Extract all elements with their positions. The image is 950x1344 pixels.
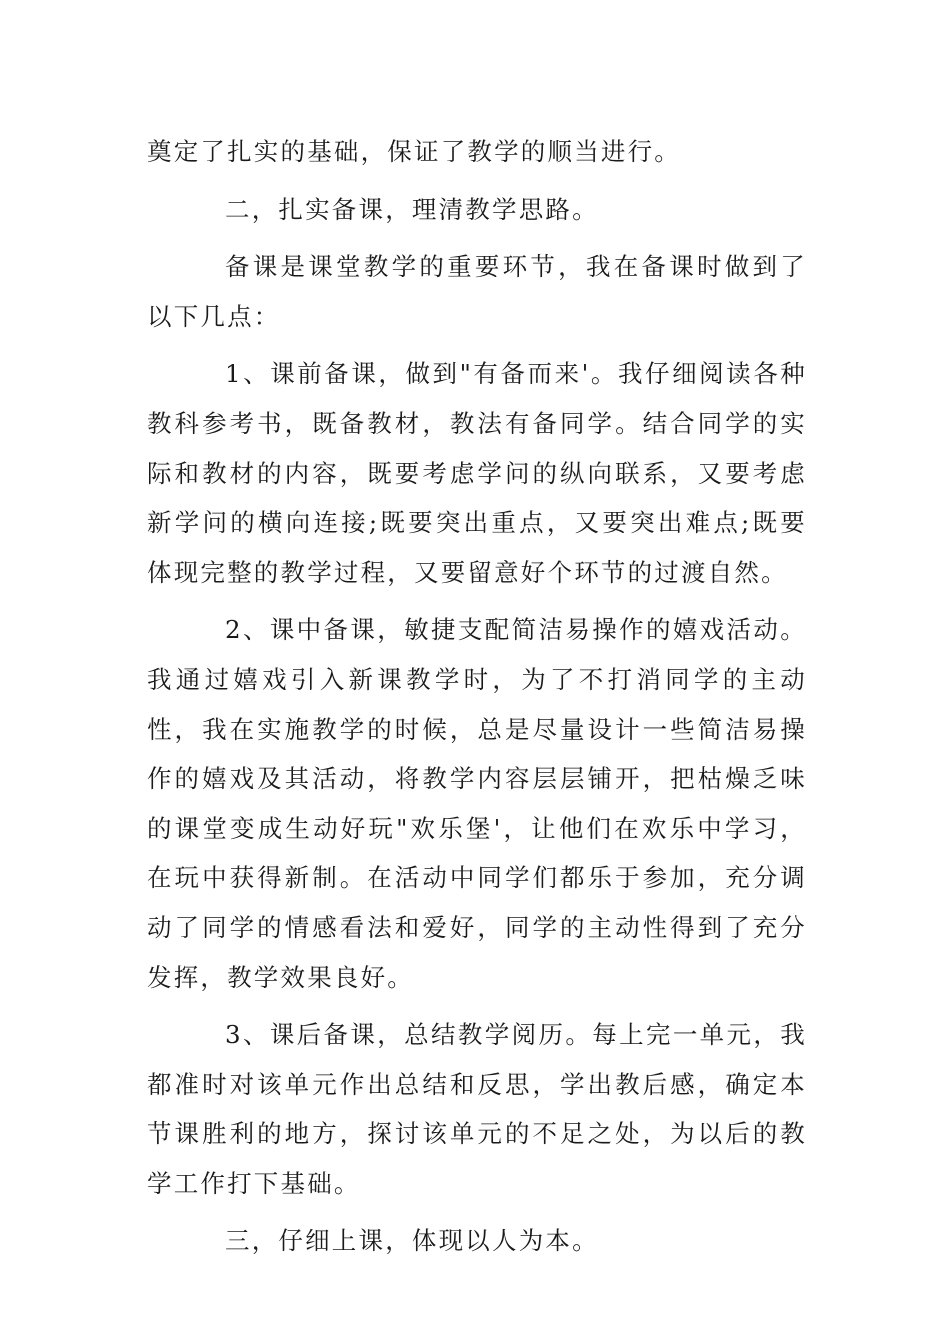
paragraph-item-3: 3、课后备课，总结教学阅历。每上完一单元，我都准时对该单元作出总结和反思，学出教后感，确定本节课胜利的地方，探讨该单元的不足之处，为以后的教学工作打下基础。 — [147, 1020, 807, 1198]
document-body — [147, 127, 807, 1274]
section-heading-3: 三，仔细上课，体现以人为本。 — [225, 1226, 599, 1256]
paragraph-item-1: 1、课前备课，做到"有备而来'。我仔细阅读各种教科参考书，既备教材，教法有备同学。结合同学的实际和教材的内容，既要考虑学问的纵向联系，又要考虑新学问的横向连接;既要突出重点，又要突出难点;既要体现完整的教学过程，又要留意好个环节的过渡自然。 — [147, 359, 807, 587]
paragraph-item-2: 2、课中备课，敏捷支配简洁易操作的嬉戏活动。我通过嬉戏引入新课教学时，为了不打消同学的主动性，我在实施教学的时候，总是尽量设计一些简洁易操作的嬉戏及其活动，将教学内容层层铺开，把枯燥乏味的课堂变成生动好玩"欢乐堡'，让他们在欢乐中学习，在玩中获得新制。在活动中同学们都乐于参加，充分调动了同学的情感看法和爱好，同学的主动性得到了充分发挥，教学效果良好。 — [147, 615, 807, 992]
paragraph-continuation: 奠定了扎实的基础，保证了教学的顺当进行。 — [147, 137, 681, 166]
section-heading-2: 二，扎实备课，理清教学思路。 — [225, 194, 599, 224]
paragraph-intro: 备课是课堂教学的重要环节，我在备课时做到了以下几点： — [147, 252, 807, 331]
